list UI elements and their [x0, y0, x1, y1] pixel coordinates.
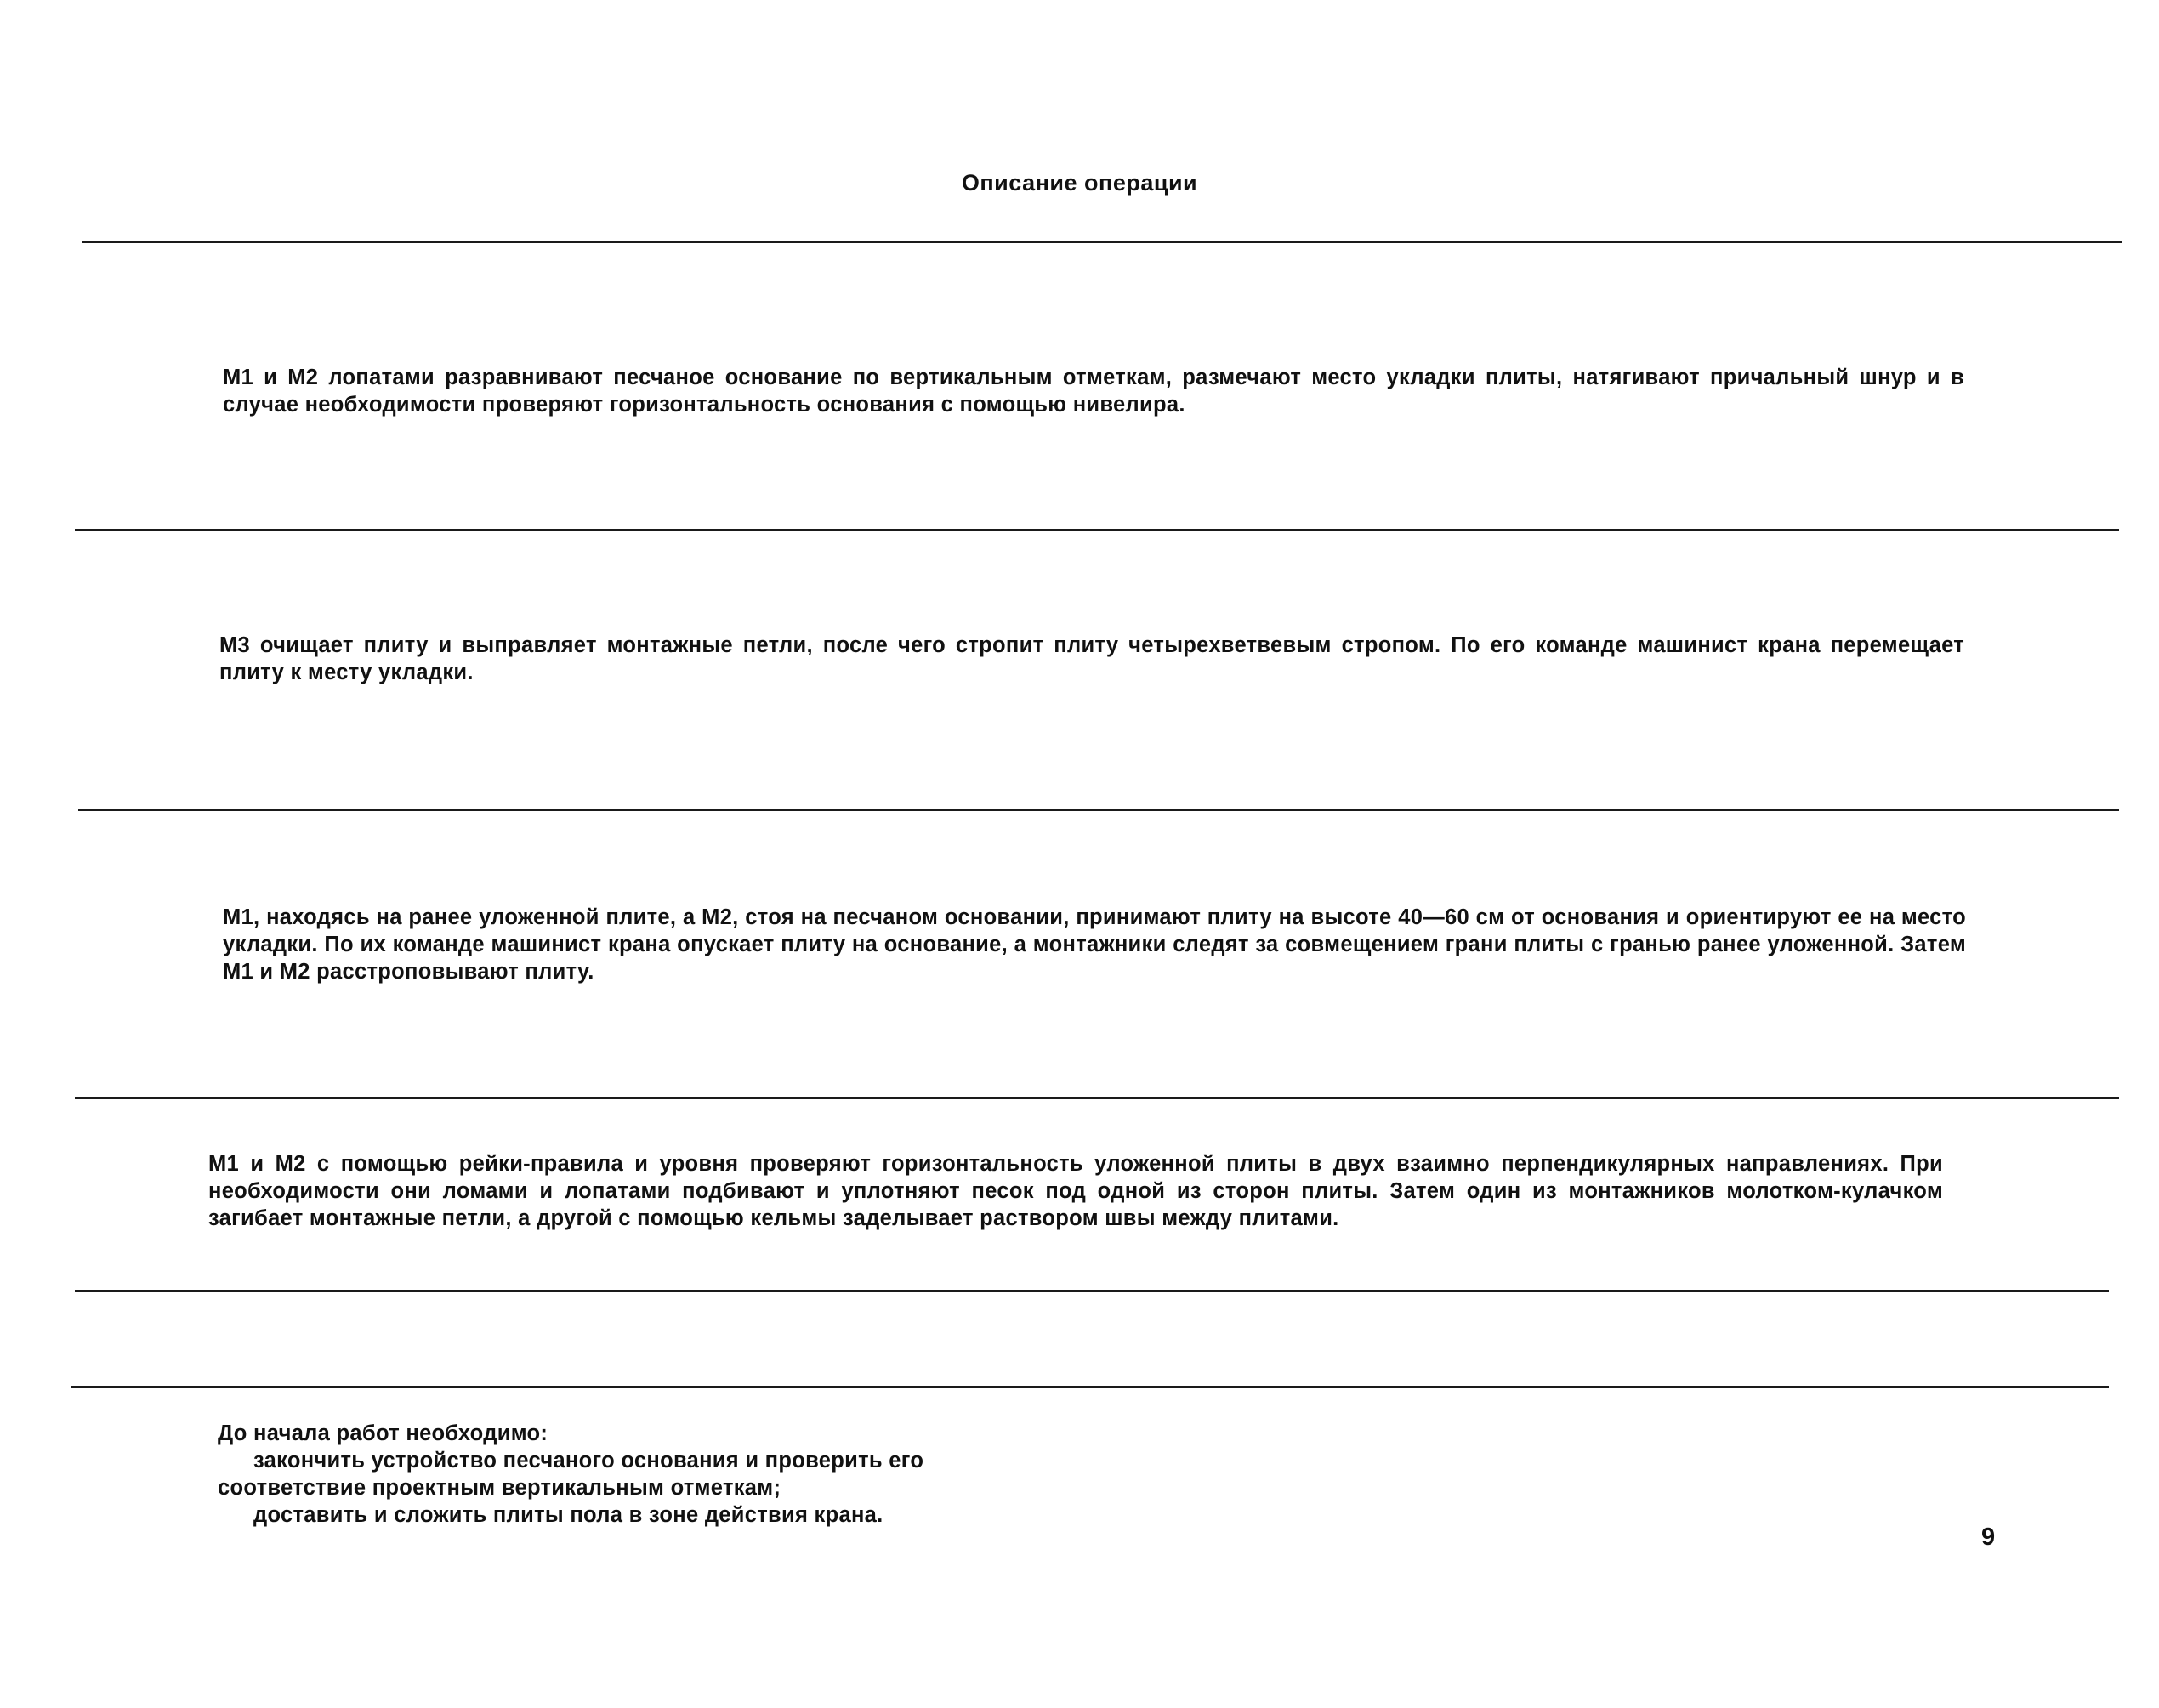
- page-title: Описание операции: [961, 170, 1198, 196]
- step-3-text: М1, находясь на ранее уложенной плите, а М2, стоя на песчаном основании, принимают плиту на высоте 40—60 см от основания и ориентируют ее на место укладки. По их команде машинист крана опускает плиту на основание, а монтажники следят за совмещением грани плиты с гранью ранее уложенной. Затем М1 и М2 расстроповывают плиту.: [223, 905, 1966, 984]
- prerequisite-item-1-line-1: закончить устройство песчаного основания и проверить его: [253, 1449, 924, 1473]
- prerequisites-intro: До начала работ необходимо:: [218, 1421, 548, 1445]
- table-rule-bottom: [71, 1386, 2109, 1388]
- prerequisite-item-1-line-2: соответствие проектным вертикальным отметкам;: [218, 1476, 781, 1500]
- step-2-text: М3 очищает плиту и выправляет монтажные петли, после чего стропит плиту четырехветвевым стропом. По его команде машинист крана перемещает плиту к месту укладки.: [219, 633, 1964, 684]
- table-rule-top: [82, 241, 2122, 243]
- step-4-text: М1 и М2 с помощью рейки-правила и уровня проверяют горизонтальность уложенной плиты в двух взаимно перпендикулярных направлениях. При необходимости они ломами и лопатами подбивают и уплотняют песок под одной из сторон плиты. Затем один из монтажников молотком-кулачком загибает монтажные петли, а другой с помощью кельмы заделывает раствором швы между плитами.: [208, 1152, 1943, 1230]
- page-number: 9: [1981, 1524, 1996, 1551]
- table-rule: [78, 809, 2119, 811]
- table-rule: [75, 1097, 2119, 1099]
- prerequisites-block: [218, 1420, 1068, 1529]
- table-rule: [75, 1290, 2109, 1292]
- step-1-text: М1 и М2 лопатами разравнивают песчаное основание по вертикальным отметкам, размечают место укладки плиты, натягивают причальный шнур и в случае необходимости проверяют горизонтальность основания с помощью нивелира.: [223, 366, 1964, 417]
- table-rule: [75, 529, 2119, 531]
- prerequisite-item-2: доставить и сложить плиты пола в зоне действия крана.: [253, 1503, 883, 1527]
